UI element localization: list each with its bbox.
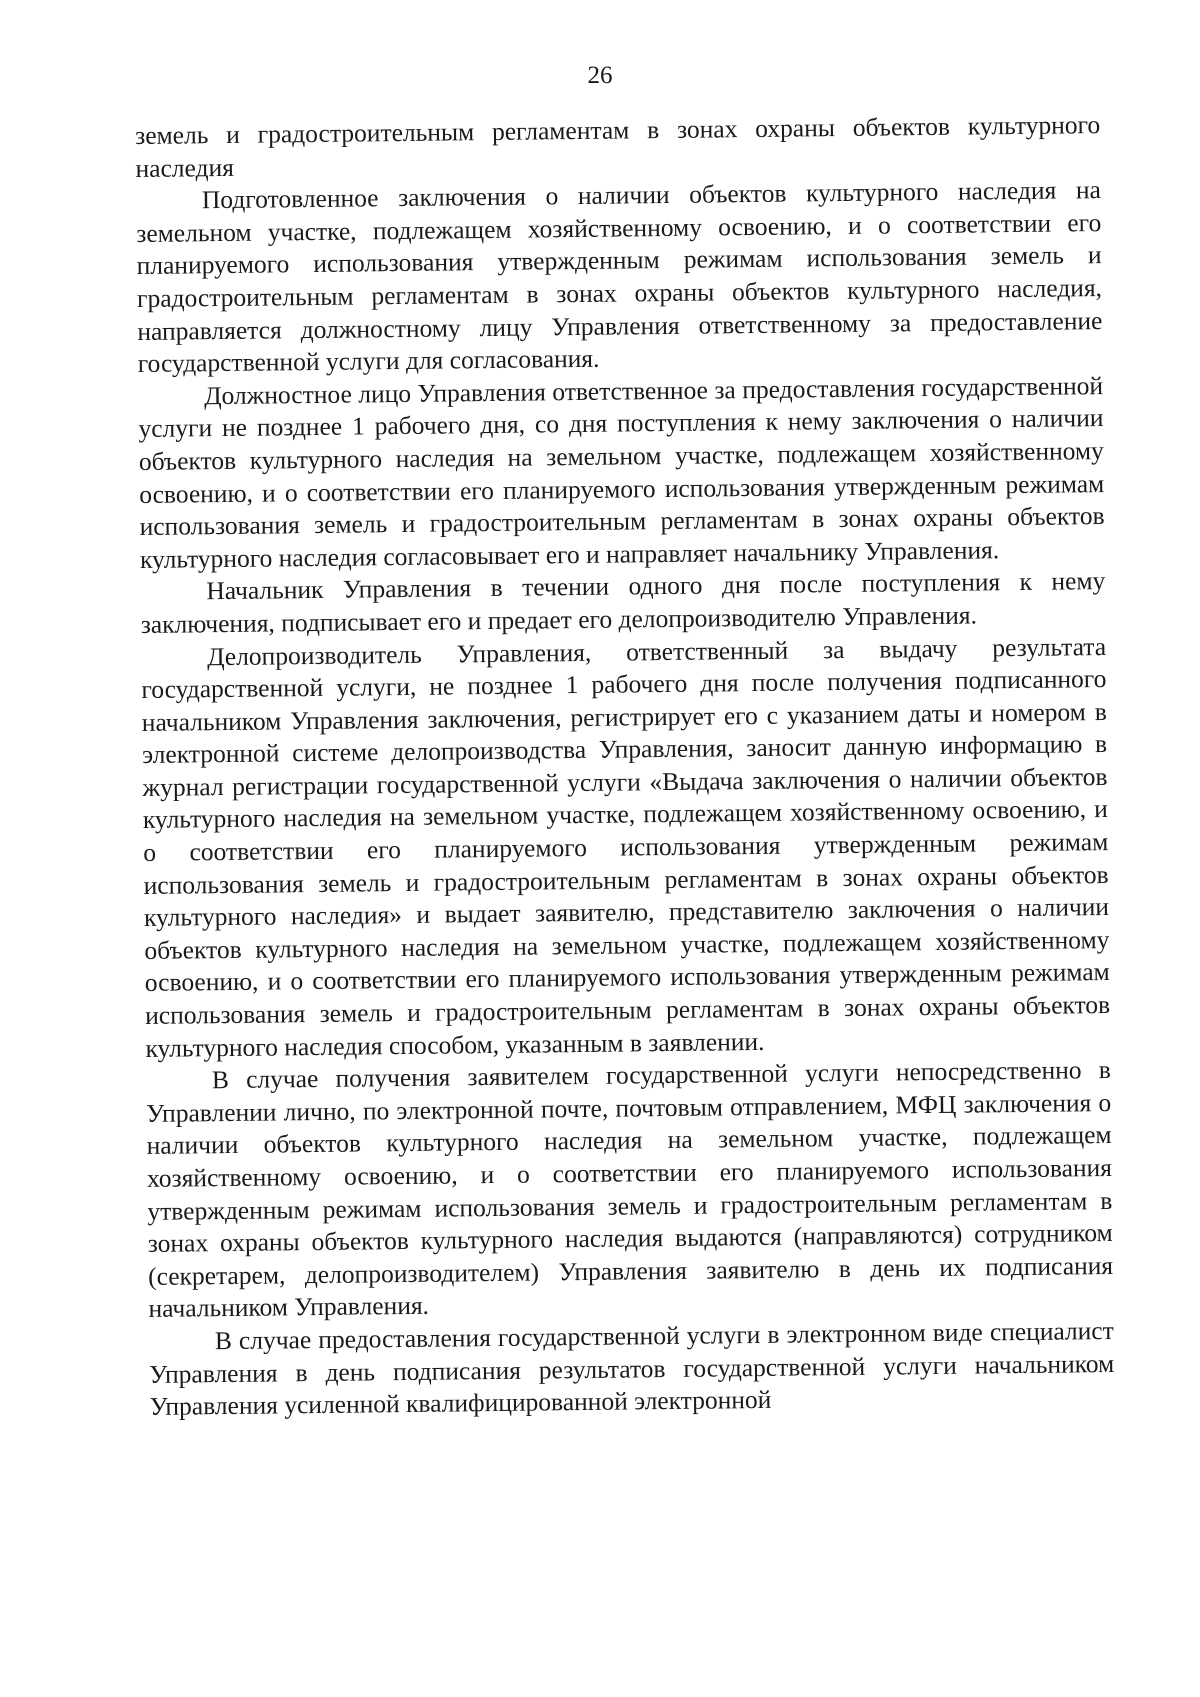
paragraph-electronic-service: В случае предоставления государственной услуги в электронном виде специалист Управления в день подписания результатов государственной услуги начальником Управления усиленной квалифицированной электронной xyxy=(149,1315,1115,1422)
paragraph-continuation: земель и градостроительным регламентам в зонах охраны объектов культурного наследия xyxy=(135,110,1101,183)
paragraph-clerk-registration: Делопроизводитель Управления, ответственный за выдачу результата государственной услуги, не позднее 1 рабочего дня после получения подписанного начальником Управления заключения, регистрирует его с указанием даты и номером в электронной системе делопроизводства Управления, заносит данную информацию в журнал регистрации государственной услуги «Выдача заключения о наличии объектов культурного наследия на земельном участке, подлежащем хозяйственному освоению, и о соответствии его планируемого использования утвержденным режимам использования земель и градостроительным регламентам в зонах охраны объектов культурного наследия» и выдает заявителю, представителю заключения о наличии объектов культурного наследия на земельном участке, подлежащем хозяйственному освоению, и о соответствии его планируемого использования утвержденным режимам использования земель и градостроительным регламентам в зонах охраны объектов культурного наследия способом, указанным в заявлении. xyxy=(141,631,1111,1063)
document-body xyxy=(135,109,1115,1424)
paragraph-prepared-conclusion: Подготовленное заключения о наличии объектов культурного наследия на земельном участке, подлежащем хозяйственному освоению, и о соответствии его планируемого использования утвержденным режимам использования земель и градостроительным регламентам в зонах охраны объектов культурного наследия, направляется должностному лицу Управления ответственному за предоставление государственной услуги для согласования. xyxy=(136,175,1103,379)
paragraph-head-signature: Начальник Управления в течении одного дня после поступления к нему заключения, подписывает его и предает его делопроизводителю Управления. xyxy=(140,566,1106,639)
paragraph-official-approval: Должностное лицо Управления ответственное за предоставления государственной услуги не позднее 1 рабочего дня, со дня поступления к нему заключения о наличии объектов культурного наследия на земельном участке, подлежащем хозяйственному освоению, и о соответствии его планируемого использования утвержденным режимам использования земель и градостроительным регламентам в зонах охраны объектов культурного наследия согласовывает его и направляет начальнику Управления. xyxy=(138,370,1105,574)
page-number: 26 xyxy=(587,62,613,89)
paragraph-issuance-to-applicant: В случае получения заявителем государственной услуги непосредственно в Управлении лично, по электронной почте, почтовым отправлением, МФЦ заключения о наличии объектов культурного наследия на земельном участке, подлежащем хозяйственному освоению, и о соответствии его планируемого использования утвержденным режимам использования земель и градостроительным регламентам в зонах охраны объектов культурного наследия выдаются (направляются) сотрудником (секретарем, делопроизводителем) Управления заявителю в день их подписания начальником Управления. xyxy=(146,1055,1114,1324)
